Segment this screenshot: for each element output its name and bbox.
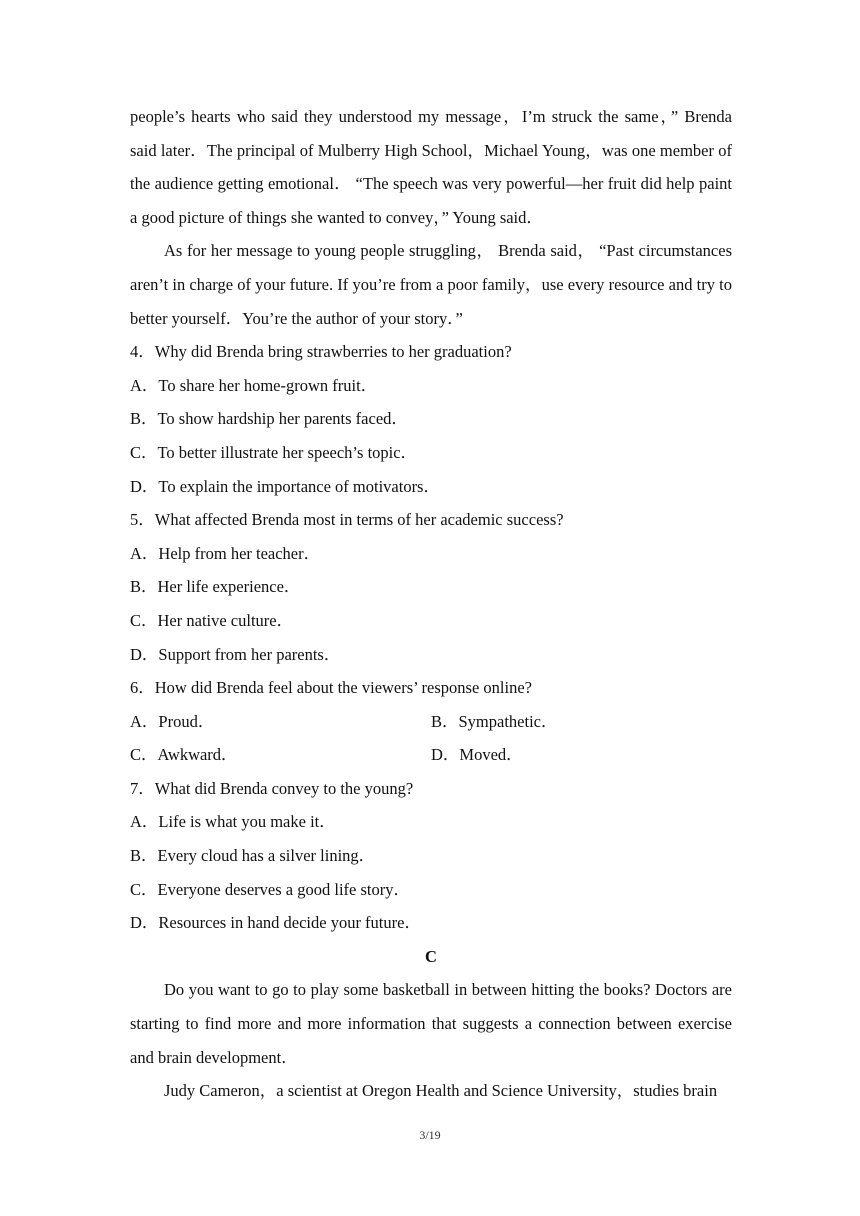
answer-option: D．Resources in hand decide your future． [130,913,421,933]
answer-option: D．Support from her parents． [130,644,341,664]
question-stem: 7．What did Brenda convey to the young? [130,778,414,798]
question-stem: 4．Why did Brenda bring strawberries to her graduation? [130,342,512,362]
section-heading: C [425,946,437,966]
answer-option: D．To explain the importance of motivators． [130,476,440,496]
answer-option: C．Her native culture． [130,610,294,630]
answer-option: B．Her life experience． [130,577,301,597]
answer-option: A．Proud． [130,711,215,731]
answer-option: A．Life is what you make it． [130,812,336,832]
answer-option: C．Everyone deserves a good life story． [130,879,410,899]
answer-option: B．Every cloud has a silver lining． [130,846,376,866]
page-content [130,100,732,1108]
option-row [130,738,732,772]
answer-option: D．Moved． [431,745,523,765]
answer-option: C．To better illustrate her speech’s topic． [130,442,418,462]
page-number: 3/19 [419,1128,441,1142]
answer-option: B．To show hardship her parents faced． [130,409,408,429]
option-row [130,705,732,739]
answer-option: B．Sympathetic． [431,711,558,731]
answer-option: A．To share her home-grown fruit． [130,375,378,395]
passage-c-paragraph: Judy Cameron，a scientist at Oregon Health and Science University，studies brain [164,1081,718,1101]
answer-option: C．Awkward． [130,745,238,765]
question-stem: 6．How did Brenda feel about the viewers’ response online? [130,678,532,698]
answer-option: A．Help from her teacher． [130,543,321,563]
passage-b-paragraph: As for her message to young people struggling， Brenda said， “Past circumstances aren’t in charge of your future. If you’re from a poor family，use every resource and try to better yourself．You’re the author of your story．” [130,241,732,328]
passage-c-paragraph: Do you want to go to play some basketball in between hitting the books? Doctors are starting to find more and more information that suggests a connection between exercise and brain development． [130,980,732,1067]
passage-b-paragraph: people’s hearts who said they understood my message，I’m struck the same，” Brenda said later．The principal of Mulberry High School，Michael Young，was one member of the audience getting emotional． “The speech was very powerful—her fruit did help paint a good picture of things she wanted to convey，” Young said． [130,107,732,227]
question-stem: 5．What affected Brenda most in terms of her academic success? [130,510,564,530]
